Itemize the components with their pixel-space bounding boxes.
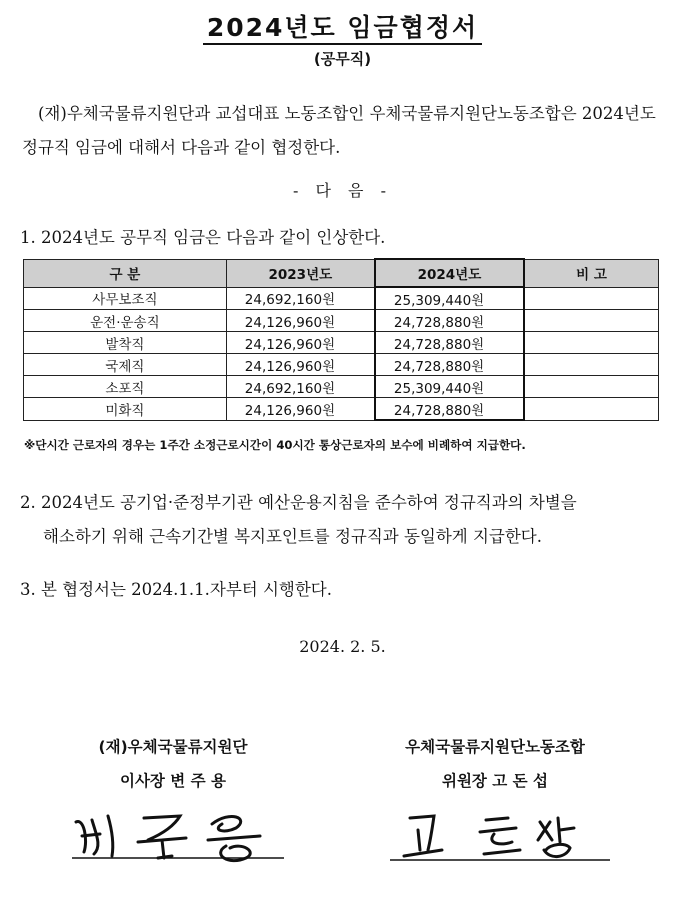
clause-2 bbox=[20, 486, 675, 554]
row-wage-2023: 24,126,960원 bbox=[226, 354, 375, 376]
table-row bbox=[24, 310, 659, 332]
row-category: 운전·운송직 bbox=[24, 310, 227, 332]
row-wage-2023: 24,692,160원 bbox=[226, 287, 375, 310]
union-signatory bbox=[360, 730, 630, 798]
employer-signature-icon bbox=[62, 800, 292, 870]
row-wage-2024: 24,728,880원 bbox=[375, 398, 524, 421]
row-category: 사무보조직 bbox=[24, 287, 227, 310]
row-remarks bbox=[524, 398, 659, 421]
clause-1: 1. 2024년도 공무직 임금은 다음과 같이 인상한다. bbox=[20, 228, 386, 247]
union-representative: 위원장 고 돈 섭 bbox=[441, 772, 549, 790]
row-remarks bbox=[524, 310, 659, 332]
row-category: 미화직 bbox=[24, 398, 227, 421]
row-wage-2023: 24,126,960원 bbox=[226, 332, 375, 354]
section-divider: - 다 음 - bbox=[293, 181, 392, 200]
row-category: 국제직 bbox=[24, 354, 227, 376]
table-row bbox=[24, 332, 659, 354]
row-wage-2023: 24,126,960원 bbox=[226, 398, 375, 421]
part-time-footnote: ※단시간 근로자의 경우는 1주간 소정근로시간이 40시간 통상근로자의 보수에 비례하여 지급한다. bbox=[24, 438, 526, 452]
table-row bbox=[24, 354, 659, 376]
table-row bbox=[24, 398, 659, 421]
employer-representative: 이사장 변 주 용 bbox=[119, 772, 227, 790]
clause-2-line-1: 2. 2024년도 공기업·준정부기관 예산운용지침을 준수하여 정규직과의 차별을 bbox=[20, 493, 577, 512]
table-row bbox=[24, 287, 659, 310]
header-category: 구 분 bbox=[24, 259, 227, 287]
row-wage-2023: 24,692,160원 bbox=[226, 376, 375, 398]
union-org: 우체국물류지원단노동조합 bbox=[405, 738, 585, 756]
row-wage-2024: 24,728,880원 bbox=[375, 354, 524, 376]
row-wage-2023: 24,126,960원 bbox=[226, 310, 375, 332]
row-wage-2024: 25,309,440원 bbox=[375, 376, 524, 398]
row-category: 소포직 bbox=[24, 376, 227, 398]
intro-paragraph: (재)우체국물류지원단과 교섭대표 노동조합인 우체국물류지원단노동조합은 2024년도 정규직 임금에 대해서 다음과 같이 협정한다. bbox=[22, 104, 656, 157]
row-remarks bbox=[524, 354, 659, 376]
union-signature-icon bbox=[390, 800, 620, 870]
row-wage-2024: 24,728,880원 bbox=[375, 332, 524, 354]
row-wage-2024: 25,309,440원 bbox=[375, 287, 524, 310]
row-wage-2024: 24,728,880원 bbox=[375, 310, 524, 332]
row-category: 발착직 bbox=[24, 332, 227, 354]
wage-table-header-row bbox=[24, 259, 659, 287]
agreement-date: 2024. 2. 5. bbox=[299, 637, 386, 656]
wage-table bbox=[23, 258, 659, 421]
document-title bbox=[0, 8, 685, 44]
clause-3: 3. 본 협정서는 2024.1.1.자부터 시행한다. bbox=[20, 580, 332, 599]
header-remarks: 비 고 bbox=[524, 259, 659, 287]
clause-2-line-2: 해소하기 위해 근속기간별 복지포인트를 정규직과 동일하게 지급한다. bbox=[43, 527, 542, 546]
employer-signatory bbox=[58, 730, 288, 798]
header-2023: 2023년도 bbox=[226, 259, 375, 287]
header-2024: 2024년도 bbox=[375, 259, 524, 287]
row-remarks bbox=[524, 287, 659, 310]
employer-org: (재)우체국물류지원단 bbox=[98, 738, 248, 756]
row-remarks bbox=[524, 376, 659, 398]
document-subtitle: (공무직) bbox=[313, 50, 372, 68]
row-remarks bbox=[524, 332, 659, 354]
table-row bbox=[24, 376, 659, 398]
document-title-text: 2024년도 임금협정서 bbox=[203, 13, 482, 45]
